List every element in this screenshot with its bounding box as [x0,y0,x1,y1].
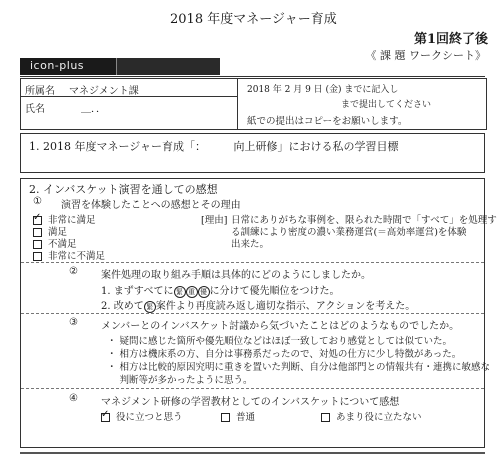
checkbox-icon[interactable] [33,252,42,261]
q4-text: マネジメント研修の学習教材としてのインバスケットについて感想 [101,397,400,408]
name-value: ＿．． [81,104,106,115]
urgent-mark-icon: 緊 [144,301,156,313]
important-mark-icon: 重 [186,286,198,298]
q1-option-4[interactable]: 非常に不満足 [33,248,105,262]
header-rule [20,76,485,77]
section-inbasket-feedback [20,178,497,448]
document-subtitle: 第1回終了後 [413,32,488,47]
q4-number: ④ [69,393,78,404]
deadline-line1: 2018 年 2 月 9 日 (金) までに記入し [247,85,399,95]
q1-option-3[interactable]: 不満足 [33,236,77,250]
dept-label: 所属名 [25,86,55,97]
q4-option-1[interactable]: ✓役に立つと思う [101,409,183,423]
q4-option-2[interactable]: 普通 [221,409,255,423]
section2-heading: 2. インバスケット演習を通しての感想 [29,183,218,196]
q2-step1: 1. まずすべてに 緊 重 優 に分けて優先順位をつけた。 [101,286,340,297]
divider-q1-q2 [21,262,484,263]
divider-q2-q3 [21,313,484,314]
section1-heading: 1. 2018 年度マネージャー育成「： 向上研修」における私の学習目標 [29,140,399,153]
q4-option-3[interactable]: あまり役に立たない [321,409,422,423]
section-learning-goal [20,133,485,173]
worksheet-label: 《 課 題 ワークシート》 [365,49,486,62]
q1-reason-line1: 日常にありがちな事例を、限られた時間で「すべて」を処理す [231,215,497,226]
q3-bullet-2: ・ 相方は機床系の方、自分は事務系だったので、対処の仕方に少し特徴があった。 [107,349,462,360]
checkbox-icon[interactable] [221,413,230,422]
q1-option-1[interactable]: ✓非常に満足 [33,212,96,226]
bottom-rule [20,452,485,454]
logo-band [20,58,220,75]
info-table [20,78,487,130]
q2-number: ② [69,266,78,277]
checkbox-icon[interactable] [321,413,330,422]
deadline-line2: まで提出してください [341,100,432,110]
checkbox-checked-icon[interactable] [101,413,110,422]
q3-number: ③ [69,317,78,328]
q2-text: 案件処理の取り組み手順は具体的にどのようにしましたか。 [101,270,371,281]
urgent-mark-icon: 緊 [174,286,186,298]
logo-text: icon-plus [30,59,85,72]
q1-option-2[interactable]: 満足 [33,224,67,238]
name-label: 氏名 [25,104,45,115]
logo-box [20,58,117,75]
q1-reason-label: [理由] [201,215,228,226]
divider-q3-q4 [21,388,484,389]
q3-bullet-1: ・ 疑問に感じた箇所や優先順位などはほぼ一致しており感覚としては似ていた。 [107,336,453,347]
dept-value: マネジメント課 [69,86,139,97]
priority-mark-icon: 優 [198,286,210,298]
q3-bullet-4: 判断等が多かったように思う。 [107,375,253,386]
q1-reason-line2: る訓練により密度の濃い業務運営(＝高効率運営)を体験 [231,227,467,238]
info-divider-vertical [237,79,238,129]
deadline-line3: 紙での提出はコピーをお願いします。 [247,116,408,127]
q1-text: 演習を体験したことへの感想とその理由 [61,200,241,211]
q2-step2: 2. 改めて 緊 案件より再度読み返し適切な指示、アクションを考えた。 [101,301,416,312]
document-title: 2018 年度マネージャー育成 [170,12,337,27]
q1-reason-line3: 出来た。 [231,239,270,250]
q3-bullet-3: ・ 相方は比較的原因究明に重きを置いた判断、自分は他部門との情報共有・連携に敏感な [107,362,491,373]
q1-number: ① [33,196,42,207]
q3-text: メンバーとのインバスケット討議から気づいたことはどのようなものでしたか。 [101,321,460,332]
